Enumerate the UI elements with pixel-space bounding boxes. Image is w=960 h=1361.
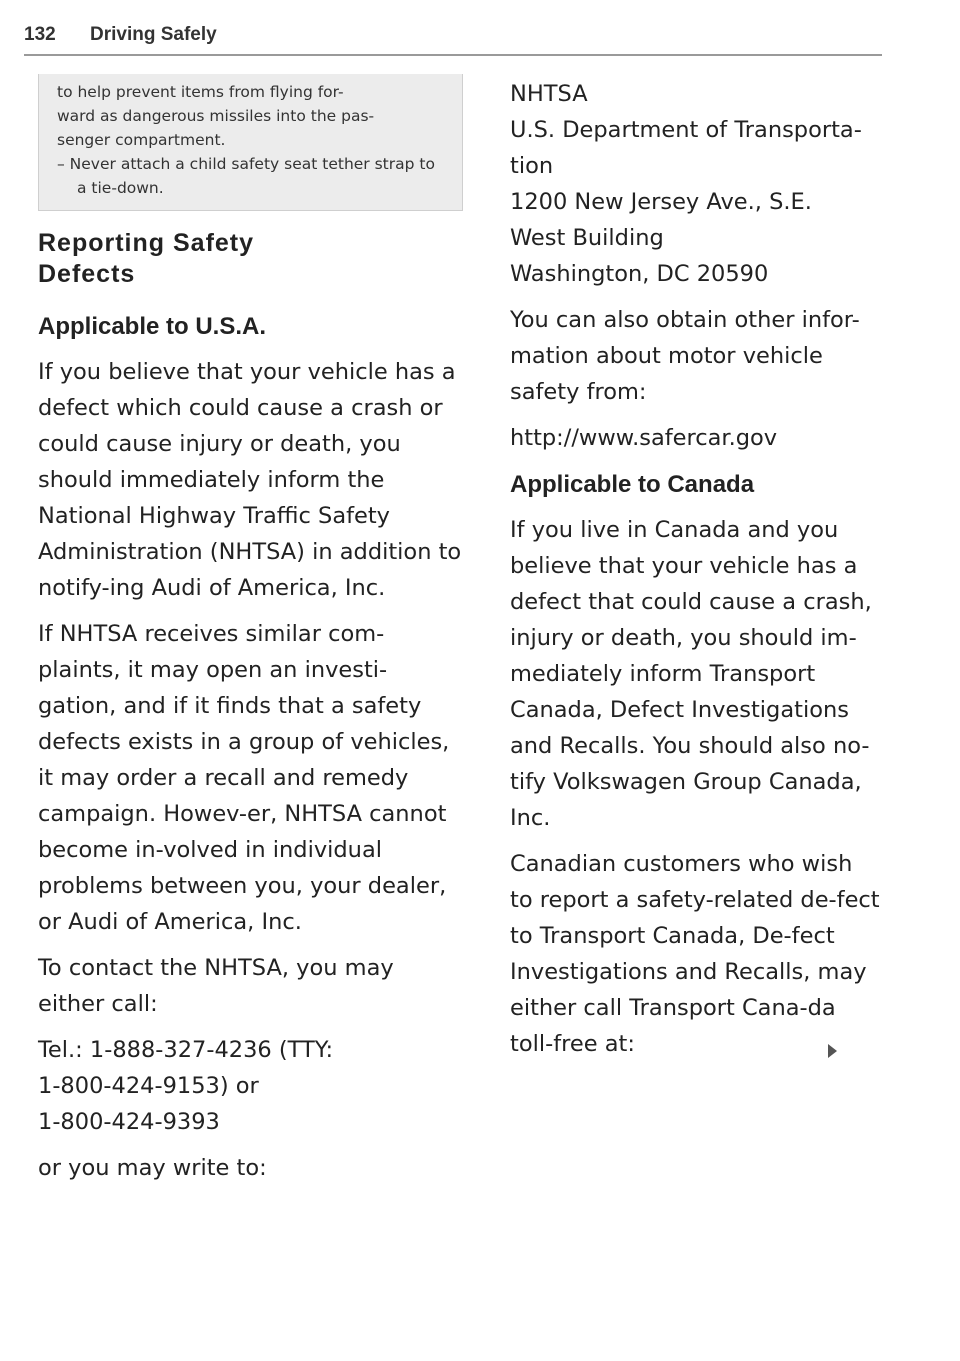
usa-paragraph-2: If NHTSA receives similar com-plaints, it may open an investi-gation, and if it finds that a safety defects exists in a group of vehicles, it may order a recall and remedy campaign. Howev-er, NHTSA cannot become in-volved in individual problems between you, your dealer, or Audi of America, Inc. — [38, 621, 450, 935]
address-line: West Building — [510, 225, 664, 251]
warning-line: senger compartment. — [57, 131, 226, 149]
info-paragraph: You can also obtain other infor-mation about motor vehicle safety from: — [510, 307, 860, 405]
usa-paragraph-1: If you believe that your vehicle has a defect which could cause a crash or could cause injury or death, you should immediately inform the National Highway Traffic Safety Administration (NHTSA) in addition to notify-ing Audi of America, Inc. — [38, 359, 462, 601]
section-heading-line: Reporting Safety — [38, 229, 255, 257]
page-header — [24, 22, 882, 56]
section-heading-line: Defects — [38, 260, 136, 288]
right-column-body — [510, 76, 880, 1062]
usa-paragraph-4: or you may write to: — [38, 1155, 267, 1181]
warning-bullet: – Never attach a child safety seat tether strap to a tie-down. — [57, 155, 435, 197]
usa-paragraph-3: To contact the NHTSA, you may either call: — [38, 955, 394, 1017]
address-line: NHTSA — [510, 81, 588, 107]
warning-box — [38, 74, 463, 211]
canada-heading: Applicable to Canada — [510, 471, 755, 498]
phone-line: 1-800-424-9153) or — [38, 1073, 259, 1099]
warning-line: to help prevent items from flying for- — [57, 83, 344, 101]
phone-line: 1-800-424-9393 — [38, 1109, 220, 1135]
canada-paragraph-2: Canadian customers who wish to report a safety-related de-fect to Transport Canada, De-fect Investigations and Recalls, may either call Transport Cana-da toll-free at: — [510, 851, 880, 1057]
address-line: U.S. Department of Transporta- — [510, 117, 862, 143]
canada-paragraph-1: If you live in Canada and you believe that your vehicle has a defect that could cause a crash, injury or death, you should im-mediately inform Transport Canada, Defect Investigations and Recalls. You should also no-tify Volkswagen Group Canada, Inc. — [510, 517, 872, 831]
address-line: Washington, DC 20590 — [510, 261, 769, 287]
page-number: 132 — [24, 24, 56, 45]
address-line: 1200 New Jersey Ave., S.E. — [510, 189, 812, 215]
address-line: tion — [510, 153, 554, 179]
safercar-link[interactable]: http://www.safercar.gov — [510, 425, 778, 451]
section-heading — [38, 228, 458, 290]
section-title: Driving Safely — [90, 24, 217, 45]
warning-line: ward as dangerous missiles into the pas- — [57, 107, 375, 125]
left-column-body — [38, 310, 463, 1186]
phone-line: Tel.: 1-888-327-4236 (TTY: — [38, 1037, 334, 1063]
usa-heading: Applicable to U.S.A. — [38, 313, 267, 340]
triangle-right-icon — [828, 1044, 837, 1058]
